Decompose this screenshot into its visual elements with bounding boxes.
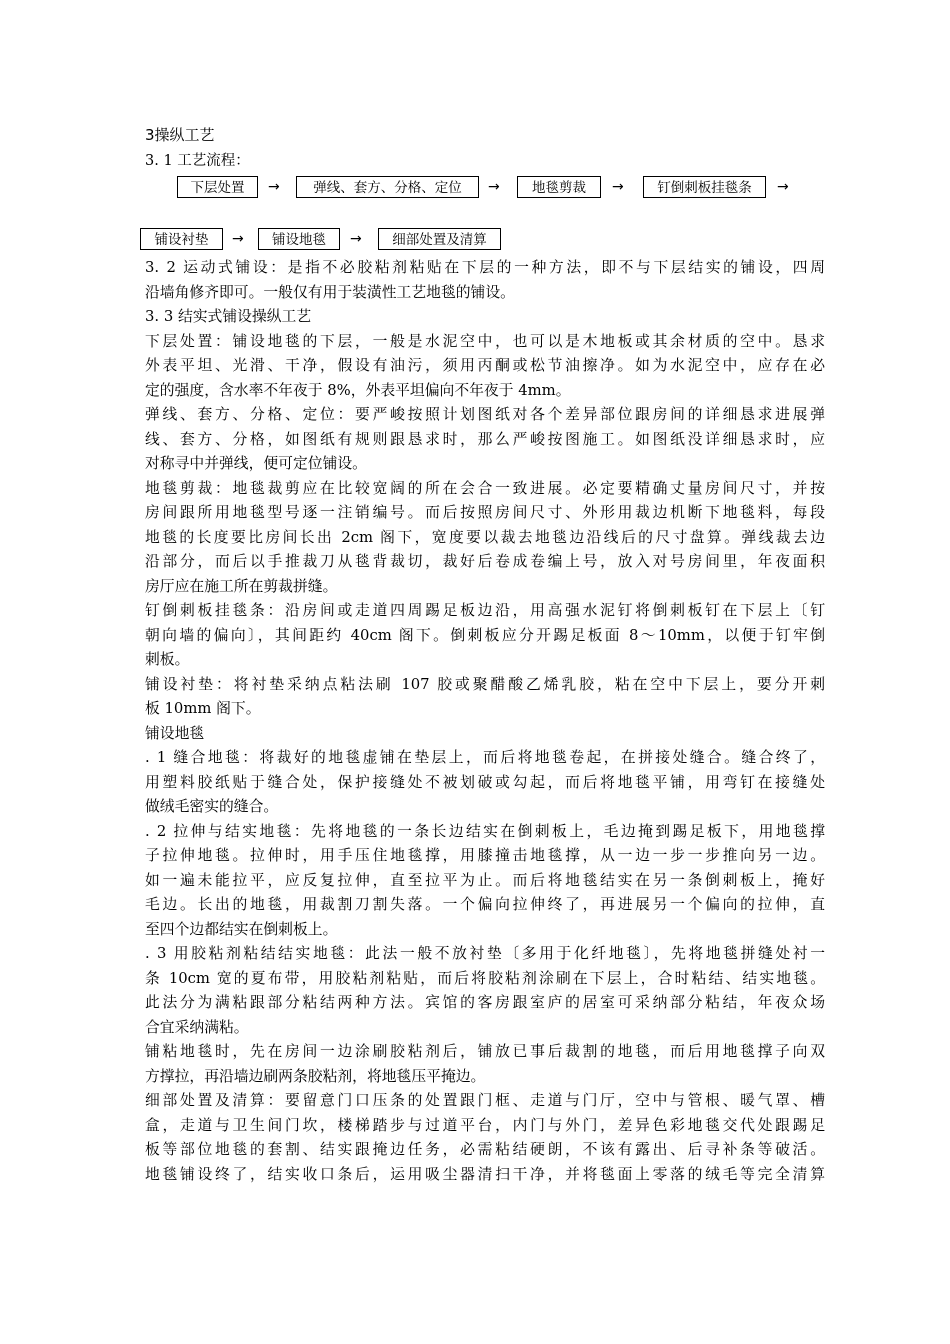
flow-arrow-2: →: [488, 179, 500, 195]
text-line: 铺粘地毯时，先在房间一边涂刷胶粘剂后，铺放已事后裁割的地毯，而后用地毯撑子向双: [145, 1043, 825, 1060]
flow-step-2: 弹线、套方、分格、定位: [296, 176, 479, 198]
text-line: . 3 用胶粘剂粘结结实地毯：此法一般不放衬垫〔多用于化纤地毯〕，先将地毯拼缝处衬一: [145, 945, 825, 962]
text-line: 钉倒刺板挂毯条：沿房间或走道四周踢足板边沿，用高强水泥钉将倒刺板钉在下层上〔钉: [145, 602, 825, 619]
text-line: 条 10cm 宽的夏布带，用胶粘剂粘贴，而后将胶粘剂涂刷在下层上，合时粘结、结实地毯。: [145, 969, 825, 987]
flow-step-5: 铺设衬垫: [140, 228, 223, 250]
flow-arrow-5: →: [232, 231, 244, 247]
flow-step-1: 下层处置: [177, 176, 258, 198]
text-line: 弹线、套方、分格、定位：要严峻按照计划图纸对各个差异部位跟房间的详细恳求进展弹: [145, 406, 825, 423]
text-line: 板 10mm 阁下。: [145, 700, 261, 717]
flow-step-7: 细部处置及清算: [378, 228, 501, 250]
text-line: 盒，走道与卫生间门坎，楼梯踏步与过道平台，内门与外门，差异色彩地毯交代处跟踢足: [145, 1116, 825, 1134]
text-line: 下层处置：铺设地毯的下层，一般是水泥空中，也可以是木地板或其余材质的空中。恳求: [145, 332, 825, 350]
text-line: 做绒毛密实的缝合。: [145, 798, 279, 815]
text-line: 刺板。: [145, 651, 190, 668]
text-line: 地毯的长度要比房间长出 2cm 阁下，宽度要以裁去地毯边沿线后的尺寸盘算。弹线裁去边: [145, 528, 825, 546]
text-line: 沿部分，而后以手推裁刀从毯背裁切，裁好后卷成卷编上号，放入对号房间里，年夜面积: [145, 553, 825, 570]
text-line: . 2 拉伸与结实地毯：先将地毯的一条长边结实在倒刺板上，毛边掩到踢足板下，用地毯撑: [145, 822, 825, 840]
text-line: 铺设衬垫：将衬垫采纳点粘法刷 107 胶或聚醋酸乙烯乳胶，粘在空中下层上，要分开刺: [145, 675, 825, 693]
text-line: 用塑料胶纸贴于缝合处，保护接缝处不被划破或勾起，而后将地毯平铺，用弯钉在接缝处: [145, 773, 825, 791]
text-line: 对称寻中并弹线，便可定位铺设。: [145, 455, 367, 472]
text-line: 房厅应在施工所在剪裁拼缝。: [145, 577, 338, 595]
flow-arrow-4: →: [777, 179, 789, 195]
text-line: 地毯铺设终了，结实收口条后，运用吸尘器清扫干净，并将毯面上零落的绒毛等完全清算: [145, 1165, 825, 1183]
flow-step-3: 地毯剪裁: [517, 176, 601, 198]
text-line: 子拉伸地毯。拉伸时，用手压住地毯撑，用膝撞击地毯撑，从一边一步一步推向另一边。: [145, 847, 825, 864]
body-text: [145, 256, 825, 1187]
text-line: 铺设地毯: [145, 724, 205, 742]
text-line: 合宜采纳满粘。: [145, 1018, 249, 1036]
flow-title: 3. 1 工艺流程：: [145, 153, 250, 169]
text-line: 线、套方、分格，如图纸有规则跟恳求时，那么严峻按图施工。如图纸没详细恳求时，应: [145, 430, 825, 448]
text-line: 此法分为满粘跟部分粘结两种方法。宾馆的客房跟室庐的居室可采纳部分粘结，年夜众场: [145, 994, 825, 1011]
text-line: 毛边。长出的地毯，用裁割刀割失落。一个偏向拉伸终了，再进展另一个偏向的拉伸，直: [145, 896, 825, 913]
flow-step-4: 钉倒刺板挂毯条: [643, 176, 766, 198]
section-heading: 3操纵工艺: [145, 126, 215, 144]
flow-arrow-3: →: [612, 179, 624, 195]
text-line: 地毯剪裁：地毯裁剪应在比较宽阔的所在会合一致进展。必定要精确丈量房间尺寸，并按: [145, 479, 825, 497]
text-line: 板等部位地毯的套割、结实跟掩边任务，必需粘结硬朗，不该有露出、后寻补条等破活。: [145, 1141, 825, 1158]
text-line: 朝向墙的偏向〕，其间距约 40cm 阁下。倒刺板应分开踢足板面 8～10mm，以便于钉牢倒: [145, 626, 825, 644]
text-line: 细部处置及清算：要留意门口压条的处置跟门框、走道与门厅，空中与管根、暖气罩、槽: [145, 1092, 825, 1109]
text-line: 定的强度，含水率不年夜于 8%，外表平坦偏向不年夜于 4mm。: [145, 381, 571, 399]
text-line: 沿墙角修齐即可。一般仅有用于装潢性工艺地毯的铺设。: [145, 283, 515, 301]
text-line: 3. 2 运动式铺设：是指不必胶粘剂粘贴在下层的一种方法，即不与下层结实的铺设，四周: [145, 259, 825, 276]
text-line: 房间跟所用地毯型号逐一注销编号。而后按照房间尺寸、外形用裁边机断下地毯料，每段: [145, 504, 825, 521]
text-line: 至四个边都结实在倒刺板上。: [145, 920, 338, 938]
flow-arrow-1: →: [268, 179, 280, 195]
flow-arrow-6: →: [350, 231, 362, 247]
text-line: 3. 3 结实式铺设操纵工艺: [145, 308, 312, 325]
text-line: 外表平坦、光滑、干净，假设有油污，须用丙酮或松节油擦净。如为水泥空中，应存在必: [145, 357, 825, 374]
text-line: 方撑拉，再沿墙边刷两条胶粘剂，将地毯压平掩边。: [145, 1067, 486, 1085]
text-line: . 1 缝合地毯：将裁好的地毯虚铺在垫层上，而后将地毯卷起，在拼接处缝合。缝合终了，: [145, 749, 825, 766]
text-line: 如一遍未能拉平，应反复拉伸，直至拉平为止。而后将地毯结实在另一条倒刺板上，掩好: [145, 871, 825, 889]
flow-step-6: 铺设地毯: [258, 228, 340, 250]
